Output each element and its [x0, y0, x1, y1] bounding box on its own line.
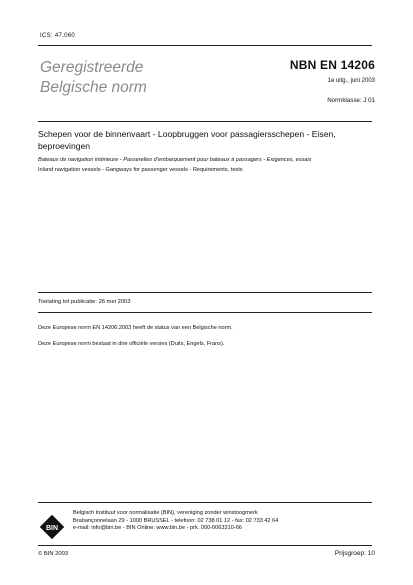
institute-line-1: Belgisch Instituut voor normalisatie (BIN), vereniging zonder winstoogmerk: [73, 510, 258, 516]
classification: Normklasse: J 01: [327, 97, 375, 104]
copyright: © BIN 2003: [38, 551, 69, 557]
ics-code: ICS: 47.060: [40, 33, 75, 39]
registered-standard-heading: [40, 58, 147, 98]
logo-text: BIN: [45, 525, 59, 532]
footer-divider: [38, 545, 372, 546]
bin-logo-icon: [39, 514, 65, 540]
standard-number: NBN EN 14206: [289, 58, 375, 72]
english-title: Inland navigation vessels - Gangways for passenger vessels - Requirements, tests: [38, 167, 243, 173]
registered-line-2: Belgische norm: [40, 79, 147, 96]
registered-line-1: Geregistreerde: [40, 59, 144, 76]
approval-divider: [38, 292, 372, 293]
approval-date: Toelating tot publicatie: 26 mei 2003: [38, 299, 131, 305]
notes-divider: [38, 312, 372, 313]
status-note: Deze Europese norm EN 14206:2003 heeft de status van een Belgische norm.: [38, 325, 233, 331]
institute-divider: [38, 502, 372, 503]
title-divider: [38, 121, 372, 122]
french-title: Bateaux de navigation intérieure - Passerelles d'embarquement pour bateaux à passagers - Exigences, essais: [38, 157, 312, 163]
edition-date: 1e uitg., juni 2003: [327, 78, 375, 84]
price-group: Prijsgroep: 10: [334, 550, 375, 557]
top-divider: [38, 45, 372, 46]
dutch-title: Schepen voor de binnenvaart - Loopbruggen voor passagiersschepen - Eisen, beproevingen: [38, 129, 336, 151]
institute-info: [73, 510, 278, 533]
institute-line-3: e-mail: info@bin.be - BIN Online: www.bin.be - prk. 000-0063310-66: [73, 525, 242, 532]
versions-note: Deze Europese norm bestaat in drie officiële versies (Duits, Engels, Frans).: [38, 341, 225, 347]
institute-line-2: Brabançonnelaan 29 - 1000 BRUSSEL - telefoon: 02 738 01 12 - fax: 02 733 42 64: [73, 517, 279, 524]
